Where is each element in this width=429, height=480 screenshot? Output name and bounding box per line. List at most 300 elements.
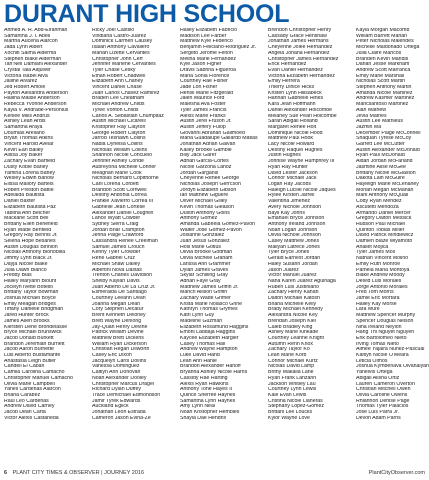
graduate-name: Richard Dylan Duffey bbox=[92, 387, 141, 393]
graduate-name: Jacquelyn Carol Dollins bbox=[92, 358, 147, 364]
graduate-name: Daniel Alexander Holcombe bbox=[268, 107, 333, 113]
graduate-name: Cheyenne Renee George bbox=[180, 176, 240, 182]
graduate-name: Branden Kevin Mandis bbox=[356, 56, 409, 62]
graduate-name: Yamiria Lorena Barley bbox=[4, 170, 55, 176]
graduate-name: Victoria Elizabeth Hernandez bbox=[268, 73, 335, 79]
graduate-name: Christopher Manuel Camacho bbox=[4, 375, 73, 381]
graduate-name: Kylor Wayne Love bbox=[268, 415, 310, 421]
graduate-name: Connor Michael Kurtz bbox=[268, 358, 318, 364]
graduate-name: Leticia Olmos bbox=[356, 358, 388, 364]
graduate-name: Olivia Marie Campbell bbox=[4, 381, 55, 387]
graduate-name: Haleigh Lucille Nicole Jaques bbox=[268, 187, 336, 193]
graduate-name: Jarrod Teshawn Collins bbox=[92, 136, 146, 142]
graduate-name: Jonathan James Hermans bbox=[268, 39, 329, 45]
graduate-name: Connor Michael Jack bbox=[268, 176, 317, 182]
graduate-name: Zachary Henry Kahan bbox=[268, 290, 319, 296]
page-number: 6 bbox=[4, 470, 8, 476]
graduate-name: Elizabeth Rosamund Haggins bbox=[180, 324, 249, 330]
graduate-name: Elizabeth Bautista Paz bbox=[4, 204, 56, 210]
graduate-name: Amy Lynn Neal bbox=[180, 404, 215, 410]
graduate-name: Olivia Caroline Owens bbox=[356, 393, 408, 398]
graduate-name: Adrian Faye Gray bbox=[180, 278, 221, 284]
graduate-name: Logan Ray Jacobs bbox=[268, 181, 311, 187]
graduate-name: Erik Bartolomeo Nieto bbox=[356, 335, 407, 341]
graduate-name: Esmeralda De Santiago bbox=[92, 290, 147, 296]
graduate-name: Gerald Earnest Jordan bbox=[268, 256, 321, 262]
graduate-name: Destiny Andonia Correa bbox=[92, 193, 147, 199]
graduate-name: Holli Marie Gotius bbox=[180, 244, 221, 250]
graduate-name: Brady Michael Kennedy bbox=[268, 307, 323, 313]
graduate-name: Jed Robert Amole bbox=[4, 85, 46, 91]
graduate-name: Quinton Tobias Miller bbox=[356, 227, 405, 233]
graduate-name: Stephen Anthony Martin bbox=[356, 85, 412, 91]
graduate-name: Maricri Allison Griffin bbox=[180, 290, 228, 296]
graduate-name: Ryan Paul McDonald bbox=[356, 153, 405, 159]
graduate-name: Shaquan Tyrese McCoy bbox=[356, 136, 412, 142]
graduate-name: Kristen Lynn Hillsabeck bbox=[268, 90, 322, 96]
graduate-name: Krista Marie Nolasco Grine bbox=[180, 301, 242, 307]
graduate-name: Camila Carolina Camacho bbox=[4, 370, 65, 376]
graduate-name: Giovanni Abrahan Galimoed bbox=[180, 130, 245, 136]
graduate-name: Courtney Rae Fisher bbox=[180, 79, 228, 85]
graduate-name: Peter Nicholas Malerides bbox=[356, 39, 414, 45]
graduate-name: Christopher John Cerf bbox=[92, 56, 143, 62]
name-column-5 bbox=[356, 28, 429, 468]
graduate-name: Crystal Tala Alquiver bbox=[4, 67, 51, 73]
graduate-name: Austin Alexander McDonald bbox=[356, 147, 420, 153]
graduate-name: Meaghan Marie Cook bbox=[92, 170, 142, 176]
graduate-name: Nathan Vincent Molino bbox=[356, 256, 409, 262]
graduate-name: Frankie Xavierro Correa III bbox=[92, 199, 154, 205]
graduate-name: Jada Lynn Albert bbox=[4, 45, 43, 51]
graduate-name: Jacob Donald Burkett bbox=[4, 335, 54, 341]
graduate-name: Samantha J. I. Abell bbox=[4, 33, 51, 39]
graduate-name: Hang Thi Nguyet Nguyen bbox=[356, 330, 415, 336]
graduate-name: Noah Alexander Dooley bbox=[92, 375, 147, 381]
graduate-name: Brandon Alexander Harloff bbox=[180, 364, 241, 370]
graduate-name: Olivia Nichole Johnson bbox=[268, 233, 321, 239]
graduate-name: Olivia Brooke Gottman bbox=[180, 250, 233, 256]
graduate-name: Yaneli Cardenas Alarcon bbox=[4, 387, 61, 393]
graduate-name: Jimmy Lynn Black Jr. bbox=[4, 256, 53, 262]
graduate-name: Hailey Elizabeth Fabricio bbox=[180, 28, 238, 33]
graduate-name: Brittani Lee Loucks bbox=[268, 410, 313, 416]
graduate-name: Freddy Blas bbox=[4, 273, 32, 279]
graduate-name: Vincent Daniel Chase bbox=[92, 85, 142, 91]
graduate-name: Dylan James Graves bbox=[180, 267, 229, 273]
graduate-name: Shayla Dae Hendrix bbox=[180, 415, 227, 421]
graduate-name: Bayli Kay Johns bbox=[268, 210, 305, 216]
graduate-name: Hudson Paul Michael bbox=[356, 221, 406, 227]
graduate-name: Mackane Scott Bell bbox=[4, 216, 49, 222]
graduate-name: Jenna Paige Crawford bbox=[92, 233, 144, 239]
graduate-name: Carlos A. Sebastian Chumpitaz bbox=[92, 113, 164, 119]
graduate-name: Brendon Christopher Henry bbox=[268, 28, 332, 33]
graduate-name: Spencer Douglas Nelson bbox=[356, 318, 414, 324]
graduate-name: Anastasia Leigh Butler bbox=[4, 358, 56, 364]
graduate-name: Brittany Nicole McGlaston bbox=[356, 170, 416, 176]
graduate-name: Ascutetti Mendoza bbox=[356, 204, 399, 210]
graduate-name: Samantha Araya bbox=[4, 124, 43, 130]
graduate-name: Aidan Jordan McFarland bbox=[356, 159, 413, 165]
graduate-name: Alexis Marie Franks bbox=[180, 113, 226, 119]
graduate-name: Damien Blaze Miyamoto bbox=[356, 239, 413, 245]
graduate-name: Olivia Michele Graham bbox=[180, 256, 233, 262]
graduate-name: Kaycee Elizabeth Hargler bbox=[180, 335, 239, 341]
graduate-name: Zachary Wade Grimer bbox=[180, 296, 231, 302]
graduate-name: Anthony Gomez bbox=[180, 216, 218, 222]
graduate-name: Sydney Sierra Craig bbox=[92, 221, 139, 227]
graduate-name: Cassidy Rae Harting bbox=[180, 375, 228, 381]
graduate-name: Tyree Vonton Childs bbox=[92, 107, 139, 113]
graduate-name: Melina Marie Fernandez bbox=[180, 56, 236, 62]
graduate-name: Brittany Taylor Bowman bbox=[4, 290, 59, 296]
graduate-name: Jalen Maurice Ford bbox=[180, 96, 225, 102]
graduate-name: Ruben Luis Justiniano bbox=[268, 284, 320, 290]
graduate-name: Angela Johana Hernandez bbox=[268, 50, 330, 56]
graduate-name: Nicholas Bernard Copithorne bbox=[92, 176, 159, 182]
graduate-name: Nicholas Scott Martin bbox=[356, 79, 406, 85]
graduate-name: Gabrielle Jean Cortese bbox=[92, 204, 146, 210]
graduate-name: Anthony Ireland Johnson bbox=[268, 221, 326, 227]
graduate-name: Dustin Anthony Goins bbox=[180, 210, 230, 216]
graduate-name: Lance Wyatt Cowder bbox=[92, 216, 141, 222]
name-column-2 bbox=[92, 28, 172, 468]
graduate-name: Michelle Maldonado Ortega bbox=[356, 45, 420, 51]
graduate-name: Christopher James Hernandez bbox=[268, 56, 339, 62]
graduate-name: Rene Gabriel Cruz bbox=[92, 256, 135, 262]
graduate-name: Andrew David Carney bbox=[4, 404, 55, 410]
graduate-name: Melaney Sue Pearl Holcombe bbox=[268, 113, 337, 119]
graduate-name: Selena Hope Besanes bbox=[4, 239, 56, 245]
graduate-name: Jade Lori Fisher bbox=[180, 85, 218, 91]
graduate-name: Hailey Kay Morse bbox=[356, 301, 397, 307]
graduate-name: Austin Lee Matnieus bbox=[356, 119, 404, 125]
graduate-name: Maricsantoso Martinez bbox=[356, 102, 409, 108]
graduate-name: Garrett Lee McCutter bbox=[356, 142, 405, 148]
graduate-name: Victor Alexis Castaneda bbox=[4, 415, 59, 421]
graduate-name: David Patrick Mindiewicz bbox=[356, 233, 414, 239]
graduate-name: Isaiah Anthony Cavaliero bbox=[92, 45, 150, 51]
graduate-name: Bryanna Ashley Nicole Harris bbox=[180, 370, 248, 376]
graduate-name: William Ryan Dickerson bbox=[92, 341, 147, 347]
graduate-name: Zachary Evan Barfield bbox=[4, 159, 56, 165]
graduate-name: Trenton Charles Davidson bbox=[92, 273, 153, 279]
graduate-name: Jackson Whitley Lau bbox=[268, 381, 316, 387]
graduate-name: Emily Herrera bbox=[268, 79, 300, 85]
graduate-name: Devon Adam Parris bbox=[356, 415, 401, 421]
graduate-name: Auckland Eglick bbox=[92, 404, 129, 410]
graduate-name: Maliyah Latrece Jones bbox=[268, 244, 320, 250]
graduate-name: Austin Jeffery Fulop bbox=[180, 124, 226, 130]
graduate-name: Kyle Jason Figner bbox=[180, 62, 222, 68]
graduate-name: Kalley Brooke Gamble bbox=[180, 147, 232, 153]
graduate-name: Christian Mitchell Owen bbox=[356, 387, 411, 393]
graduate-name: Briana Michelle Kelly bbox=[268, 301, 317, 307]
graduate-name: Austin Michael Cicarelli bbox=[92, 119, 146, 125]
graduate-name: Bryan Thomas Atkins bbox=[4, 136, 53, 142]
graduate-name: Vincent Harold Avelar bbox=[4, 142, 54, 148]
graduate-name: Nana Karen Juarez Aguinaga bbox=[268, 278, 336, 284]
graduate-name: Elissa Mallory Bartels bbox=[4, 181, 54, 187]
graduate-name: Emily Marie Marshall bbox=[356, 73, 405, 79]
graduate-name: Dominick Carmen Causey bbox=[92, 39, 153, 45]
graduate-name: Jorge Antonio Morales bbox=[356, 284, 408, 290]
graduate-name: Skylar Schilling Gray bbox=[180, 273, 228, 279]
graduate-name: Abigail Alisha Ortiz bbox=[356, 375, 400, 381]
graduate-name: Nina Ireland Neylon bbox=[356, 324, 402, 330]
graduate-name: Kevin Thomas Gleason bbox=[180, 204, 234, 210]
graduate-name: William Barrett Mahan bbox=[356, 33, 408, 39]
graduate-name: Thierry Dinice Hicks bbox=[268, 85, 315, 91]
graduate-name: Avery Nichole Johnson bbox=[268, 204, 321, 210]
graduate-name: Martha Aucena Alarcon bbox=[4, 39, 58, 45]
graduate-name: Doumlas Arellano bbox=[4, 130, 45, 136]
graduate-name: Leah Marie Korb bbox=[268, 353, 307, 359]
graduate-name: Jonathan Adrian Galvan bbox=[180, 142, 236, 148]
graduate-name: Courtney Lynn Lewis bbox=[268, 387, 317, 393]
graduate-name: Viridiana Castro-Juarez bbox=[92, 33, 147, 39]
graduate-name: Emily Ruth Monroe bbox=[356, 261, 401, 267]
graduate-name: Alissa Joy Baker bbox=[4, 153, 43, 159]
graduate-name: Kiersten Dene Brondelasse bbox=[4, 324, 68, 330]
graduate-name: Payton Alexandra Anderson bbox=[4, 90, 69, 96]
graduate-name: Cheyenne Jolee Hernandez bbox=[268, 45, 333, 51]
graduate-name: Anallet Mojica bbox=[356, 244, 389, 250]
graduate-name: Matthew Kyle Federico bbox=[180, 39, 233, 45]
graduate-name: Emanuel Bryce Johnson bbox=[268, 216, 325, 222]
graduate-name: Nadia Dyneisa Collins bbox=[92, 142, 143, 148]
graduate-name: Justin Hughes bbox=[268, 153, 301, 159]
graduate-name: Dravis Sabrina Figueroa bbox=[180, 67, 236, 73]
graduate-name: Courtney Leeann Dean bbox=[92, 296, 146, 302]
graduate-name: Dalton Michael Katosh bbox=[268, 296, 320, 302]
graduate-name: Braden Lee Cheatham bbox=[92, 96, 145, 102]
graduate-name: Noah Kristopher Hembles bbox=[180, 410, 240, 416]
graduate-name: Tiffany Danielle Bridgman bbox=[4, 307, 64, 313]
graduate-name: Jordyn Elizabeth Gibson bbox=[180, 187, 237, 193]
graduate-name: Nicole Garzona Lahoz bbox=[180, 164, 232, 170]
website-link[interactable]: PlantCityObserver.com bbox=[368, 470, 425, 476]
graduate-name: Malesha Ava Foster bbox=[180, 102, 226, 108]
graduate-name: Juan Alberto De La Cruz Jr. bbox=[92, 284, 156, 290]
graduate-name: Anthony Tone Hayes II bbox=[180, 387, 233, 393]
graduate-name: Tyler Bryce Jones bbox=[268, 250, 310, 256]
graduate-name: Jamir Tyrek Edwards bbox=[92, 398, 141, 404]
graduate-name: Lacy Nicole Howard bbox=[268, 142, 315, 148]
graduate-name: Ashley Leah Ardis bbox=[4, 119, 46, 125]
graduate-name: Stephen Blake Alderman bbox=[4, 56, 62, 62]
page-footer bbox=[4, 468, 425, 478]
graduate-name: Moriah Megan McMahan bbox=[356, 187, 414, 193]
graduate-name: Valentina Jimenez bbox=[268, 199, 311, 205]
graduate-name: Dusty Kobie Barley bbox=[4, 164, 49, 170]
graduate-name: Brandon Scott Cornwell bbox=[92, 187, 147, 193]
graduate-name: Emily Meagan Bridges bbox=[4, 301, 56, 307]
graduate-name: Jocelyn Ivette Botello bbox=[4, 284, 54, 290]
graduate-name: Dakota Lain McGuire bbox=[356, 176, 405, 182]
graduate-name: Alexander Daniel Coughlin bbox=[92, 210, 154, 216]
graduate-name: Kenny Tyler Crowder bbox=[92, 250, 141, 256]
graduate-name: Bryce Michael Brunswick bbox=[4, 330, 62, 336]
graduate-name: Armando Daniel Mercer bbox=[356, 210, 411, 216]
graduate-name: Brandon Jeremiah Burnett bbox=[4, 341, 65, 347]
graduate-name: Brendan Joseph Kiel bbox=[268, 318, 316, 324]
graduate-name: Ethan Robert Chadwell bbox=[92, 73, 146, 79]
graduate-name: Jasmine Alise McGee bbox=[356, 164, 406, 170]
graduate-name: Sergeto Jerome Felton bbox=[180, 50, 233, 56]
graduate-name: Ryan Wade Benfield bbox=[4, 227, 52, 233]
graduate-name-list bbox=[4, 28, 429, 468]
graduate-name: Cody Ryan Mendez bbox=[356, 199, 402, 205]
graduate-name: Evan Daniel Hernandez bbox=[268, 67, 323, 73]
graduate-name: Brittany Ellen Benefield bbox=[4, 221, 58, 227]
graduate-name: Andrew Scott Marranca bbox=[356, 67, 411, 73]
graduate-name: Wesley Edwin Barlow bbox=[4, 176, 54, 182]
graduate-name: Vanessa Dominguez bbox=[92, 364, 140, 370]
graduate-name: Britny Makaila Lane bbox=[268, 370, 314, 376]
graduate-name: Rhiannon Denise Page bbox=[356, 398, 410, 404]
graduate-name: Robert Preston Battle bbox=[4, 187, 54, 193]
graduate-name: Casey Thomas Hall bbox=[180, 341, 226, 347]
graduate-name: Michael Shaw Dailey bbox=[92, 261, 141, 267]
graduate-name: Andrew Wayne Hampton bbox=[180, 347, 238, 353]
graduate-name: Dominique Nicole Hood bbox=[268, 130, 323, 136]
graduate-name: Kayla Morgan Macomb bbox=[356, 28, 410, 33]
graduate-name: Nicolas Anthony Bionobilia bbox=[4, 250, 66, 256]
graduate-name: Ryan Ray Hunter bbox=[268, 164, 308, 170]
graduate-name: Luke David Hand bbox=[180, 353, 220, 359]
graduate-name: Kale Evan Lewis bbox=[268, 393, 307, 398]
graduate-name: Kara Jean Hoffmann bbox=[268, 102, 316, 108]
graduate-name: Ryan Frank Lanzarin bbox=[268, 375, 317, 381]
graduate-name: Jordan Briar Crampton bbox=[92, 227, 145, 233]
graduate-name: Mark Anthony McQuail bbox=[356, 193, 409, 199]
graduate-name: Stephany Lopez-Gomez bbox=[268, 404, 324, 410]
graduate-name: Andrew Kasmer Martinez bbox=[356, 96, 415, 102]
graduate-name: Maria Guadalupe Gallardo Matias bbox=[180, 136, 258, 142]
graduate-name: Victor Manuel Juarez bbox=[268, 273, 317, 279]
graduate-name: Kaitlyn Nicole O'Meara bbox=[356, 353, 409, 359]
graduate-name: Samuel James Crouch bbox=[92, 244, 145, 250]
graduate-name: Kenlee Mills Andrus bbox=[4, 113, 50, 119]
graduate-name: Matthew Brett Dickens bbox=[92, 335, 144, 341]
graduate-name: Ahmed A. H. Abd-Elrahman bbox=[4, 28, 68, 33]
graduate-name: December Paige McConnell bbox=[356, 130, 421, 136]
graduate-name: Lara Mure bbox=[356, 307, 380, 313]
graduate-name: Thomas Tyler Palacios bbox=[356, 404, 409, 410]
graduate-name: Hailey Maryann Blount bbox=[4, 278, 57, 284]
graduate-name: Lauren Cameron Overton bbox=[356, 381, 415, 387]
graduate-name: Adelaida Bautista bbox=[4, 193, 45, 199]
graduate-name: Jared Hunter Brock bbox=[4, 313, 49, 319]
graduate-name: Cassady Grace Henshaw bbox=[268, 33, 327, 39]
graduate-name: Cassandra Renee Creelman bbox=[92, 239, 158, 245]
graduate-name: Xochitl Salma Alderma bbox=[4, 50, 57, 56]
graduate-name: Jacob Aaron Burnette bbox=[4, 347, 54, 353]
graduate-name: Zachary Taylor Ko bbox=[268, 347, 310, 353]
name-column-1 bbox=[4, 28, 84, 468]
graduate-name: Larissa Ann Grammer bbox=[180, 261, 231, 267]
graduate-name: Rebecca Yvonne Anderson bbox=[4, 102, 67, 108]
graduate-name: Jay-Quan Henry Devine bbox=[92, 324, 148, 330]
graduate-name: Hayleigh Marie McLenaney bbox=[356, 181, 419, 187]
graduate-name: Casey Matthew Jones bbox=[268, 239, 320, 245]
graduate-name: Johnise Wayne Humphrey III bbox=[268, 159, 335, 165]
graduate-name: Julia Dawn Blanco bbox=[4, 267, 47, 273]
graduate-name: Katri Lynn Guy bbox=[180, 313, 215, 319]
graduate-name: Alexandra Nicole Key bbox=[268, 313, 318, 319]
publication-name: PLANT CITY TIMES & OBSERVER | JOURNEY 2016 bbox=[12, 470, 145, 476]
graduate-name: Tyler James Moll bbox=[356, 250, 395, 256]
graduate-name: Jonathan Leon Estrada bbox=[92, 410, 146, 416]
graduate-name: Nicholas William Collins bbox=[92, 147, 148, 153]
graduate-name: Gregory Ray Bennis Jr. bbox=[4, 233, 58, 239]
graduate-name: Hailina Mailse Anderson bbox=[4, 96, 60, 102]
graduate-name: David Lester Jackson bbox=[268, 170, 318, 176]
graduate-name: Victoria Isabel Alva bbox=[4, 73, 48, 79]
graduate-name: Rylee Kirsten Jarrell bbox=[268, 193, 315, 199]
graduate-name: Brett Wayne Denlong bbox=[92, 318, 142, 324]
graduate-name: Adrian Garcia-Cortes bbox=[180, 159, 229, 165]
graduate-name: Daniel Baxter bbox=[4, 199, 36, 205]
graduate-name: Mariah Lizette Cervantes bbox=[92, 50, 150, 56]
graduate-name: Courtney Leanne Knight bbox=[268, 335, 324, 341]
graduate-name: Kayla V. Andrade-Personius bbox=[4, 107, 69, 113]
graduate-name: Gregory Dalton Messick bbox=[356, 216, 412, 222]
graduate-name: Jennifer Ashley Conde bbox=[92, 159, 144, 165]
graduate-name: Raul Leo Cardenas bbox=[4, 398, 49, 404]
graduate-name: Jacob Dean Carta bbox=[4, 410, 46, 416]
graduate-name: Candell El Caban bbox=[4, 364, 45, 370]
graduate-name: Quince Sherree Haynes bbox=[180, 393, 236, 398]
graduate-name: Shelby Kaylan Davis bbox=[92, 278, 140, 284]
graduate-name: Jamie Eric Mortara bbox=[356, 296, 400, 302]
graduate-name: Casey Eric Dixon bbox=[92, 353, 132, 359]
graduate-name: Irving Tomas Nieto bbox=[356, 341, 399, 347]
graduate-name: Joanna Megan Dean bbox=[92, 301, 141, 307]
graduate-name: Jevia Mathes bbox=[356, 113, 387, 119]
page-title: DURANT HIGH SCHOOL bbox=[4, 0, 290, 28]
graduate-name: Jennifer Marlene Cervantes bbox=[92, 62, 156, 68]
graduate-name: Jose Luis Parra Jr. bbox=[356, 410, 399, 416]
graduate-name: Alexis Ryan Hawkins bbox=[180, 381, 229, 387]
graduate-name: Hannah Gabrielle Hines bbox=[268, 96, 324, 102]
graduate-name: Matthew Paul Hook bbox=[268, 136, 313, 142]
graduate-name: Kevin Earl Bailey bbox=[4, 147, 44, 153]
graduate-name: Kristopher Ray Clayton bbox=[92, 124, 146, 130]
graduate-name: Haley Susann Jordan bbox=[268, 261, 318, 267]
graduate-name: Brent Kenneth Deloney bbox=[92, 313, 146, 319]
graduate-name: Jason Juarez bbox=[268, 267, 299, 273]
graduate-name: Matthew James Griffin Jr. bbox=[180, 284, 239, 290]
name-column-3 bbox=[180, 28, 260, 468]
graduate-name: Amanda Nicole Martinez bbox=[356, 90, 413, 96]
graduate-name: Yaneivis Ortega bbox=[356, 370, 393, 376]
graduate-name: Jazmin Ma bbox=[356, 124, 382, 130]
graduate-name: Ricky Joel Castillo bbox=[92, 28, 135, 33]
graduate-name: Benjamin Feliciano-Rodriguez Jr. bbox=[180, 45, 257, 51]
graduate-name: Maria Sonia Florence bbox=[180, 73, 230, 79]
name-column-4 bbox=[268, 28, 348, 468]
graduate-name: James Allen Brooks bbox=[4, 318, 50, 324]
graduate-name: Juan Carlos Chavez Ramirez bbox=[92, 90, 160, 96]
graduate-name: Deivid Luis Morales bbox=[356, 278, 402, 284]
graduate-name: Shannon Nicole Concuelo bbox=[92, 153, 152, 159]
graduate-name: Cristina Nicole Llaneras bbox=[268, 398, 323, 404]
graduate-name: Patrick William Devine bbox=[92, 330, 144, 336]
graduate-name: Joshua Michael Boyce bbox=[4, 296, 56, 302]
